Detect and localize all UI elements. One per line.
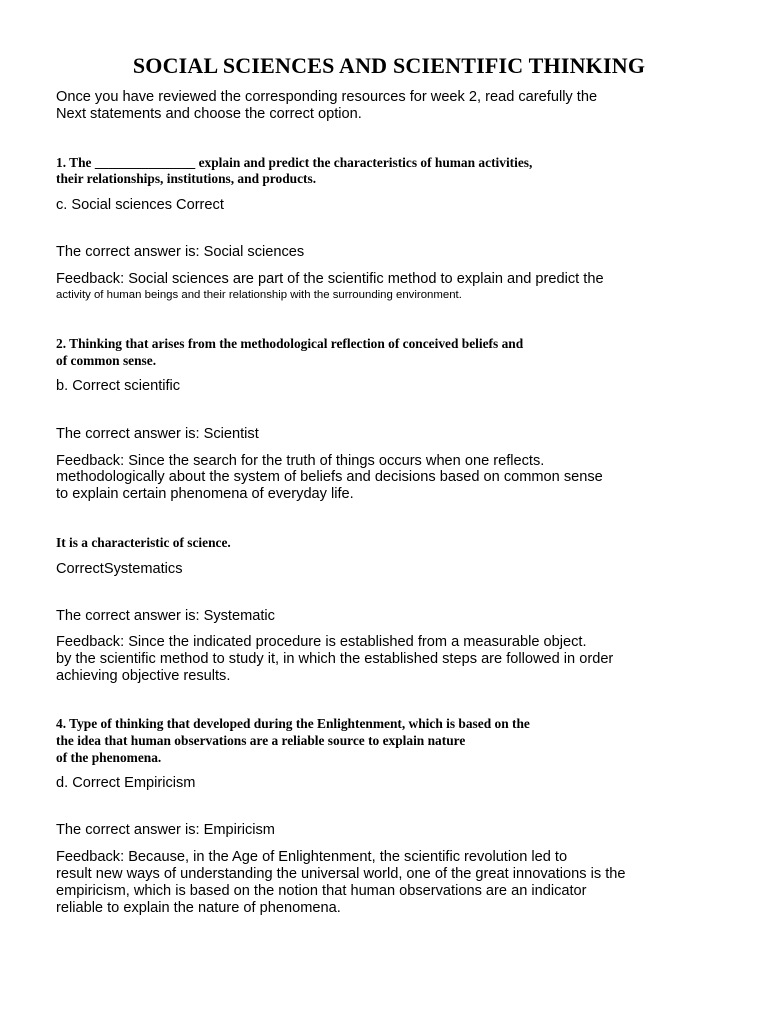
page-title: SOCIAL SCIENCES AND SCIENTIFIC THINKING: [132, 53, 646, 78]
question-3-selected-answer: CorrectSystematics: [56, 561, 183, 577]
question-2-feedback: Feedback: Since the search for the truth of things occurs when one reflects.: [56, 453, 545, 469]
intro-line: Once you have reviewed the corresponding resources for week 2, read carefully the: [56, 89, 598, 105]
question-1-feedback: Feedback: Social sciences are part of the scientific method to explain and predict the: [56, 271, 604, 287]
question-3-text: It is a characteristic of science.: [56, 535, 231, 550]
question-4-text: the idea that human observations are a reliable source to explain nature: [56, 733, 466, 748]
question-2-text: of common sense.: [56, 353, 157, 368]
question-4-feedback: result new ways of understanding the universal world, one of the great innovations is the: [56, 866, 626, 882]
question-3-correct-answer: The correct answer is: Systematic: [56, 608, 275, 624]
question-4-feedback: Feedback: Because, in the Age of Enlightenment, the scientific revolution led to: [56, 849, 568, 865]
question-3-feedback: achieving objective results.: [56, 668, 231, 684]
question-1-text: 1. The _______________ explain and predict the characteristics of human activities,: [56, 155, 533, 170]
question-2-feedback: methodologically about the system of beliefs and decisions based on common sense: [56, 469, 603, 485]
question-4-feedback: empiricism, which is based on the notion that human observations are an indicator: [56, 883, 587, 899]
question-4-feedback: reliable to explain the nature of phenomena.: [56, 900, 341, 916]
question-4-text: of the phenomena.: [56, 750, 162, 765]
question-4-text: 4. Type of thinking that developed during the Enlightenment, which is based on the: [56, 716, 530, 731]
intro-line: Next statements and choose the correct option.: [56, 106, 362, 122]
question-4-correct-answer: The correct answer is: Empiricism: [56, 822, 275, 838]
question-2-correct-answer: The correct answer is: Scientist: [56, 426, 259, 442]
question-2-feedback: to explain certain phenomena of everyday life.: [56, 486, 354, 502]
question-3-feedback: by the scientific method to study it, in which the established steps are followed in order: [56, 651, 614, 667]
question-3-feedback: Feedback: Since the indicated procedure is established from a measurable object.: [56, 634, 587, 650]
question-4-selected-answer: d. Correct Empiricism: [56, 775, 196, 791]
question-1-feedback: activity of human beings and their relationship with the surrounding environment.: [56, 289, 462, 301]
question-1-text: their relationships, institutions, and products.: [56, 171, 317, 186]
question-2-selected-answer: b. Correct scientific: [56, 378, 181, 394]
question-2-text: 2. Thinking that arises from the methodological reflection of conceived beliefs and: [56, 336, 524, 351]
question-1-correct-answer: The correct answer is: Social sciences: [56, 244, 305, 260]
question-1-selected-answer: c. Social sciences Correct: [56, 197, 224, 213]
